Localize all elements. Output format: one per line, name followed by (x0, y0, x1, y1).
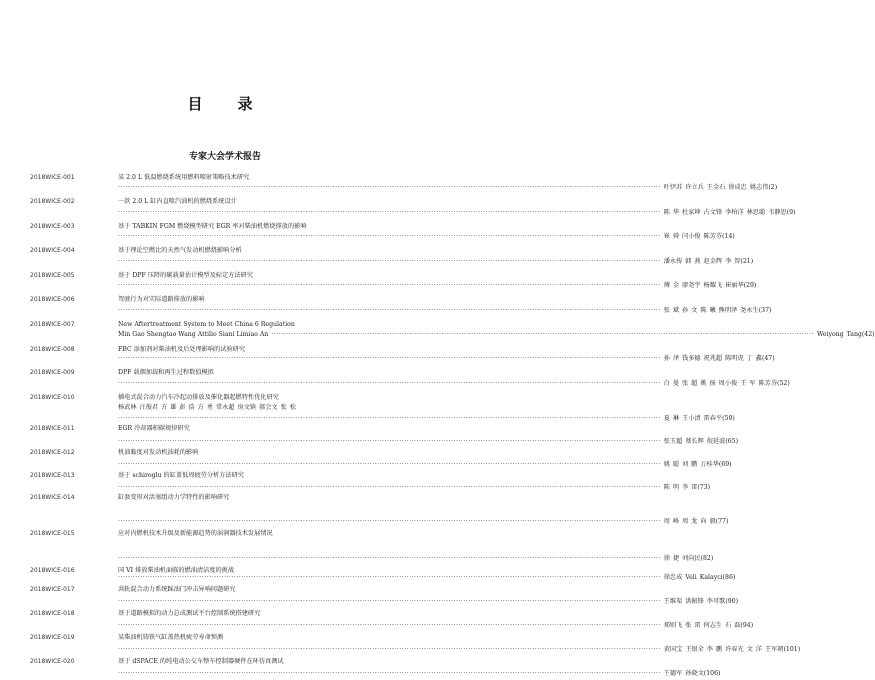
toc-entry-title-row[interactable] (0, 423, 450, 435)
entry-authors: 徐 捷 刘向民(82) (663, 555, 714, 562)
toc-entry-title-row[interactable] (0, 632, 450, 644)
entry-title[interactable]: 应对内燃机技术升级及新能源趋势的涡润器技术发展情况 (118, 530, 273, 537)
entry-code: 2018WICE-004 (30, 247, 75, 254)
entry-title[interactable]: 基于 dSPACE 的纯电动公交车整车控制器硬件在环仿真测试 (118, 658, 284, 665)
page-title: 目 录 (187, 95, 263, 113)
entry-authors: 叶伊苏 许立兵 王金石 徐成忠 姚志伟(2) (663, 184, 778, 191)
entry-code: 2018WICE-003 (30, 223, 75, 230)
dot-leader: ···························································································································································································································· (118, 555, 661, 562)
dot-leader: ···························································································································································································································· (118, 209, 661, 216)
toc-entry-author-row (0, 553, 714, 565)
entry-code: 2018WICE-012 (30, 449, 75, 456)
dot-leader: ···························································································································································································································· (118, 484, 661, 491)
entry-code: 2018WICE-010 (30, 394, 75, 401)
entry-title[interactable]: 基于道路模拟的动力总成测试平台控制系统搭建研究 (118, 610, 261, 617)
toc-entry-title-row[interactable] (0, 656, 450, 668)
entry-code: 2018WICE-015 (30, 530, 75, 537)
toc-entry-author-row (0, 231, 735, 243)
toc-entry-author-row (0, 644, 801, 656)
toc-entry-author-row (0, 305, 772, 317)
entry-authors: 徐忠成 Veli Kalayci(86) (663, 574, 736, 581)
toc-entry-author-row (0, 353, 775, 365)
dot-leader: ···························································································································································································································· (118, 282, 661, 289)
entry-title[interactable]: 插电式混合动力汽车冷起动排放及催化器起燃特性优化研究 (118, 394, 279, 401)
entry-code: 2018WICE-014 (30, 494, 75, 501)
entry-authors: 张玉超 蔡长辉 倪延波(65) (663, 438, 739, 445)
entry-code: 2018WICE-001 (30, 174, 75, 181)
toc-entry-author-row (0, 378, 790, 390)
toc-entry-author-row (0, 516, 729, 528)
entry-authors: 周 峰 周 龙 向 毅(77) (663, 518, 729, 525)
dot-leader: ···························································································································································································································· (118, 598, 661, 605)
entry-title[interactable]: 机油黏度对发动机油耗的影响 (118, 449, 199, 456)
entry-authors: 夏 琳 王小清 雷春平(59) (663, 415, 735, 422)
entry-authors: 郑则飞 张 雷 何志生 石 磊(94) (663, 622, 754, 629)
toc-entry-title-row[interactable] (0, 447, 450, 459)
toc-entry-author-row (0, 256, 754, 268)
entry-title[interactable]: 某柴油机铸铁气缸盖热机疲劳寿命预测 (118, 634, 224, 641)
dot-leader: ···························································································································································································································· (118, 307, 661, 314)
entry-authors-lead: Min Gao Shengtao Wang Attilio Siani Limiao An (118, 331, 269, 338)
dot-leader: ···························································································································································································································· (271, 331, 814, 338)
toc-entry-author-row (0, 280, 757, 292)
entry-code: 2018WICE-009 (30, 369, 75, 376)
entry-title[interactable]: FBC 添加剂对柴油机及后处理影响的试验研究 (118, 346, 246, 353)
dot-leader: ···························································································································································································································· (118, 670, 661, 677)
entry-title[interactable]: New Aftertreatment System to Meet China 6 Regulation (118, 321, 295, 328)
entry-title[interactable]: 一款 2.0 L 缸内直喷汽油机的燃烧系统设计 (118, 198, 237, 205)
entry-authors: Weiyong Tang(42) (816, 331, 875, 338)
entry-title[interactable]: 基于理论空燃比的天然气发动机燃烧影响分析 (118, 247, 242, 254)
entry-code: 2018WICE-005 (30, 272, 75, 279)
entry-authors: 潘永传 韩 燕 赵金辉 李 智(21) (663, 258, 754, 265)
entry-authors: 陈 华 杜家坤 占文锋 李柏洋 林思聪 韦静思(9) (663, 209, 796, 216)
entry-code: 2018WICE-017 (30, 586, 75, 593)
toc-entry-author-row (0, 668, 721, 680)
entry-title[interactable]: 基于 DPF 压降的碳载量估计模型及标定方法研究 (118, 272, 253, 279)
entry-code: 2018WICE-002 (30, 198, 75, 205)
dot-leader: ···························································································································································································································· (118, 622, 661, 629)
dot-leader: ···························································································································································································································· (118, 380, 661, 387)
entry-authors: 杨武林 汪俊君 方 雄 彭 浩 方 勇 常永超 房文镇 郝会文 张 松 (118, 404, 296, 411)
entry-title[interactable]: EGR 冷却器积碳规律研究 (118, 425, 190, 432)
dot-leader: ···························································································································································································································· (118, 646, 661, 653)
toc-entry-author-row (0, 329, 875, 341)
dot-leader: ···························································································································································································································· (118, 233, 661, 240)
entry-title[interactable]: 基于 schiroglu 的缸盖低周疲劳分析方法研究 (118, 472, 244, 479)
toc-entry-author-row (0, 620, 754, 632)
toc-entry-title-row[interactable] (0, 584, 450, 596)
entry-authors: 崔 舜 闫小俊 陈芳芬(14) (663, 233, 735, 240)
dot-leader: ···························································································································································································································· (118, 355, 661, 362)
entry-title[interactable]: 国 VI 排放柴油机面临的燃油清洁度的挑战 (118, 567, 235, 574)
toc-entry-title-row[interactable] (0, 528, 450, 540)
section-title: 专家大会学术报告 (188, 152, 261, 162)
toc-entry-author-row (0, 207, 796, 219)
entry-title[interactable]: 缸套变形对活塞组动力学特性的影响研究 (118, 494, 230, 501)
entry-authors: 傅 金 廖尧宇 杨耀飞 崔丽华(29) (663, 282, 757, 289)
entry-code: 2018WICE-020 (30, 658, 75, 665)
entry-code: 2018WICE-019 (30, 634, 75, 641)
entry-authors: 王维渠 洪振锋 李可歌(90) (663, 598, 739, 605)
entry-title[interactable]: DPF 载烟加载和再生过程数值模拟 (118, 369, 214, 376)
entry-title[interactable]: 驾驶行为对实际道路排放的影响 (118, 296, 205, 303)
entry-title[interactable]: 某 2.0 L 低温燃烧系统用燃料喷射策略技术研究 (118, 174, 250, 181)
entry-authors: 白 曼 张 超 姚 扬 周小俊 王 军 陈芳芬(52) (663, 380, 790, 387)
toc-entry-author-row (0, 572, 736, 584)
toc-entry-title-row[interactable] (0, 492, 450, 504)
dot-leader: ···························································································································································································································· (118, 438, 661, 445)
toc-entry-title-row[interactable] (0, 470, 450, 482)
entry-code: 2018WICE-016 (30, 567, 75, 574)
entry-authors: 张 斌 孙 文 陈 曦 熊明泽 尧永生(37) (663, 307, 772, 314)
dot-leader: ···························································································································································································································· (118, 574, 661, 581)
entry-code: 2018WICE-006 (30, 296, 75, 303)
entry-authors: 王德军 孙晓文(106) (663, 670, 721, 677)
entry-authors: 姚 聪 刘 鹏 万桂华(69) (663, 461, 732, 468)
entry-code: 2018WICE-018 (30, 610, 75, 617)
entry-authors: 黄国宝 王银全 李 鹏 许春光 文 洋 王军朝(101) (663, 646, 801, 653)
toc-entry-author-row (0, 596, 739, 608)
entry-authors: 孙 泽 钱多德 祝兆超 陈明虎 丁 鑫(47) (663, 355, 775, 362)
entry-code: 2018WICE-008 (30, 346, 75, 353)
entry-title[interactable]: 共轨混合动力系统踩油门冲击异响问题研究 (118, 586, 236, 593)
toc-entry-title-row[interactable] (0, 608, 450, 620)
entry-code: 2018WICE-013 (30, 472, 75, 479)
dot-leader: ···························································································································································································································· (118, 184, 661, 191)
toc-entry-author-row (0, 182, 778, 194)
dot-leader: ···························································································································································································································· (118, 461, 661, 468)
dot-leader: ···························································································································································································································· (118, 258, 661, 265)
entry-title[interactable]: 基于 TABKIN FGM 燃烧模型研究 EGR 率对柴油机燃烧排放的影响 (118, 223, 307, 230)
dot-leader: ···························································································································································································································· (118, 415, 661, 422)
dot-leader: ···························································································································································································································· (118, 518, 661, 525)
entry-code: 2018WICE-007 (30, 321, 75, 328)
entry-authors: 陈 明 李 雷(73) (663, 484, 711, 491)
entry-code: 2018WICE-011 (30, 425, 75, 432)
